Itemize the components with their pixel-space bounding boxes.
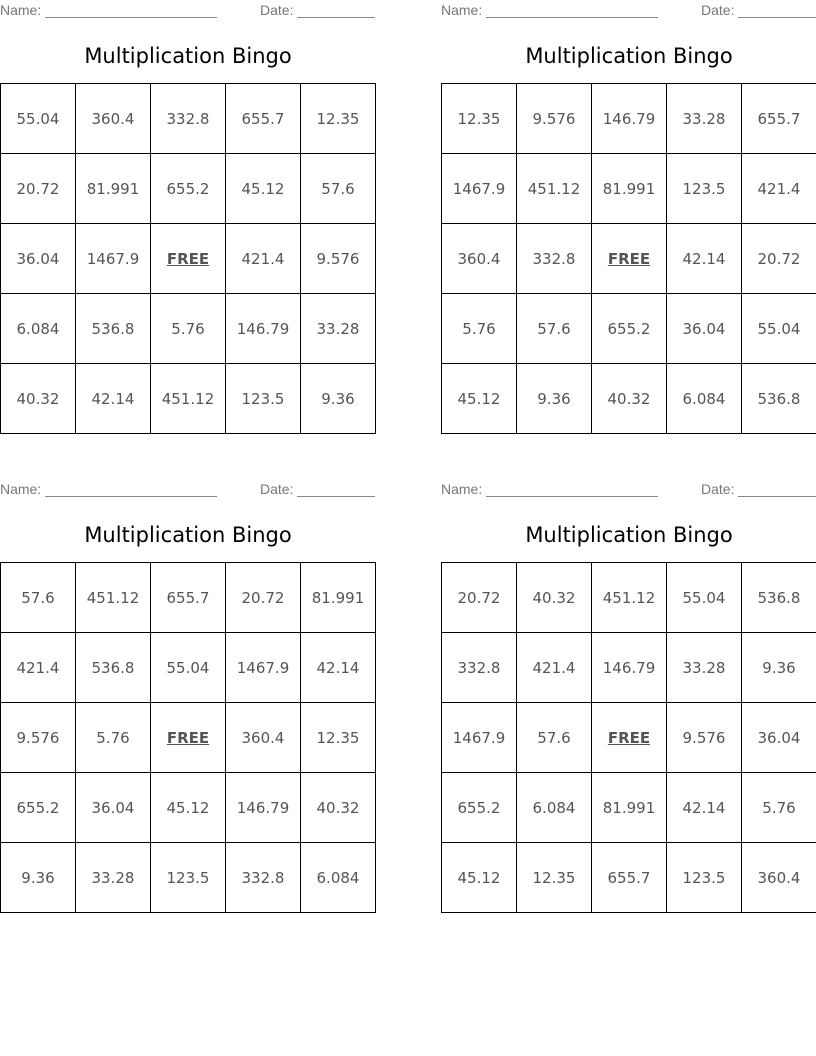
grid-cell: 6.084	[1, 294, 76, 364]
grid-row	[442, 703, 816, 773]
grid-cell: 332.8	[442, 633, 517, 703]
grid-cell: 1467.9	[442, 703, 517, 773]
grid-cell: 40.32	[301, 773, 376, 843]
grid-row	[442, 843, 816, 913]
grid-cell: 45.12	[226, 154, 301, 224]
grid-cell: 360.4	[442, 224, 517, 294]
grid-cell: 655.2	[151, 154, 226, 224]
grid-cell: 332.8	[151, 84, 226, 154]
grid-cell: 12.35	[301, 84, 376, 154]
bingo-grid	[441, 562, 816, 913]
card-title: Multiplication Bingo	[525, 44, 733, 68]
grid-row	[1, 84, 376, 154]
grid-cell: 40.32	[517, 563, 592, 633]
grid-cell: 36.04	[742, 703, 816, 773]
grid-row	[442, 84, 816, 154]
grid-cell: 81.991	[592, 154, 667, 224]
grid-cell: 655.2	[442, 773, 517, 843]
date-label: Date:	[701, 2, 735, 18]
grid-cell: 421.4	[1, 633, 76, 703]
grid-row	[442, 563, 816, 633]
grid-cell: 42.14	[76, 364, 151, 434]
grid-cell: 536.8	[76, 633, 151, 703]
date-blank	[738, 496, 816, 497]
grid-cell: 42.14	[667, 773, 742, 843]
grid-cell: 33.28	[301, 294, 376, 364]
grid-cell: 12.35	[301, 703, 376, 773]
grid-cell: 40.32	[592, 364, 667, 434]
grid-cell: 57.6	[1, 563, 76, 633]
date-label: Date:	[260, 481, 294, 497]
grid-cell: 332.8	[517, 224, 592, 294]
grid-cell: 57.6	[517, 294, 592, 364]
card-title: Multiplication Bingo	[84, 44, 292, 68]
header-line	[441, 2, 816, 20]
free-space: FREE	[592, 703, 667, 773]
grid-cell: 360.4	[76, 84, 151, 154]
grid-cell: 12.35	[442, 84, 517, 154]
grid-cell: 655.7	[592, 843, 667, 913]
grid-cell: 5.76	[151, 294, 226, 364]
grid-row	[442, 294, 816, 364]
grid-cell: 42.14	[667, 224, 742, 294]
grid-cell: 9.36	[742, 633, 816, 703]
name-blank	[45, 17, 217, 18]
grid-cell: 1467.9	[226, 633, 301, 703]
grid-cell: 9.576	[301, 224, 376, 294]
grid-cell: 360.4	[742, 843, 816, 913]
grid-row	[442, 364, 816, 434]
bingo-grid	[441, 83, 816, 434]
grid-cell: 451.12	[592, 563, 667, 633]
grid-cell: 42.14	[301, 633, 376, 703]
grid-cell: 5.76	[442, 294, 517, 364]
grid-cell: 20.72	[1, 154, 76, 224]
grid-cell: 9.36	[301, 364, 376, 434]
grid-cell: 332.8	[226, 843, 301, 913]
grid-cell: 45.12	[442, 364, 517, 434]
grid-row	[442, 224, 816, 294]
bingo-grid	[0, 562, 376, 913]
name-blank	[486, 496, 658, 497]
grid-cell: 451.12	[76, 563, 151, 633]
grid-cell: 45.12	[442, 843, 517, 913]
grid-row	[1, 563, 376, 633]
grid-row	[442, 773, 816, 843]
grid-cell: 146.79	[226, 294, 301, 364]
date-label: Date:	[260, 2, 294, 18]
date-blank	[738, 17, 816, 18]
grid-cell: 421.4	[517, 633, 592, 703]
grid-cell: 9.36	[1, 843, 76, 913]
grid-cell: 81.991	[592, 773, 667, 843]
bingo-grid	[0, 83, 376, 434]
grid-cell: 36.04	[76, 773, 151, 843]
grid-cell: 45.12	[151, 773, 226, 843]
grid-cell: 57.6	[301, 154, 376, 224]
grid-cell: 6.084	[667, 364, 742, 434]
free-space: FREE	[592, 224, 667, 294]
grid-cell: 20.72	[742, 224, 816, 294]
grid-cell: 55.04	[1, 84, 76, 154]
name-blank	[45, 496, 217, 497]
grid-row	[1, 154, 376, 224]
grid-cell: 451.12	[151, 364, 226, 434]
name-blank	[486, 17, 658, 18]
grid-cell: 6.084	[301, 843, 376, 913]
grid-cell: 451.12	[517, 154, 592, 224]
grid-cell: 536.8	[742, 364, 816, 434]
grid-cell: 20.72	[226, 563, 301, 633]
grid-cell: 33.28	[667, 84, 742, 154]
card-title: Multiplication Bingo	[84, 523, 292, 547]
grid-cell: 655.7	[742, 84, 816, 154]
grid-row	[1, 773, 376, 843]
grid-cell: 536.8	[742, 563, 816, 633]
grid-row	[1, 294, 376, 364]
grid-cell: 1467.9	[442, 154, 517, 224]
free-space: FREE	[151, 703, 226, 773]
header-line	[0, 481, 376, 499]
name-label: Name:	[0, 2, 42, 18]
grid-cell: 655.2	[592, 294, 667, 364]
header-line	[0, 2, 376, 20]
grid-cell: 9.576	[667, 703, 742, 773]
grid-cell: 36.04	[667, 294, 742, 364]
grid-cell: 421.4	[226, 224, 301, 294]
grid-cell: 33.28	[667, 633, 742, 703]
grid-cell: 146.79	[226, 773, 301, 843]
grid-cell: 655.2	[1, 773, 76, 843]
grid-cell: 20.72	[442, 563, 517, 633]
grid-cell: 55.04	[667, 563, 742, 633]
grid-cell: 6.084	[517, 773, 592, 843]
name-label: Name:	[0, 481, 42, 497]
grid-row	[1, 364, 376, 434]
grid-row	[442, 633, 816, 703]
grid-cell: 5.76	[76, 703, 151, 773]
grid-cell: 57.6	[517, 703, 592, 773]
grid-cell: 36.04	[1, 224, 76, 294]
grid-row	[1, 633, 376, 703]
grid-cell: 40.32	[1, 364, 76, 434]
grid-cell: 9.576	[1, 703, 76, 773]
free-space: FREE	[151, 224, 226, 294]
grid-cell: 33.28	[76, 843, 151, 913]
grid-cell: 123.5	[151, 843, 226, 913]
grid-cell: 81.991	[301, 563, 376, 633]
grid-cell: 1467.9	[76, 224, 151, 294]
grid-cell: 123.5	[667, 154, 742, 224]
grid-cell: 655.7	[226, 84, 301, 154]
grid-row	[1, 843, 376, 913]
grid-cell: 123.5	[226, 364, 301, 434]
grid-cell: 55.04	[151, 633, 226, 703]
grid-cell: 123.5	[667, 843, 742, 913]
grid-cell: 655.7	[151, 563, 226, 633]
grid-cell: 5.76	[742, 773, 816, 843]
grid-row	[1, 703, 376, 773]
name-label: Name:	[441, 481, 483, 497]
header-line	[441, 481, 816, 499]
date-label: Date:	[701, 481, 735, 497]
grid-row	[442, 154, 816, 224]
date-blank	[297, 496, 375, 497]
card-title: Multiplication Bingo	[525, 523, 733, 547]
date-blank	[297, 17, 375, 18]
grid-cell: 360.4	[226, 703, 301, 773]
grid-cell: 9.36	[517, 364, 592, 434]
grid-cell: 81.991	[76, 154, 151, 224]
grid-cell: 9.576	[517, 84, 592, 154]
name-label: Name:	[441, 2, 483, 18]
grid-cell: 146.79	[592, 84, 667, 154]
grid-cell: 55.04	[742, 294, 816, 364]
grid-cell: 146.79	[592, 633, 667, 703]
grid-row	[1, 224, 376, 294]
grid-cell: 536.8	[76, 294, 151, 364]
grid-cell: 421.4	[742, 154, 816, 224]
grid-cell: 12.35	[517, 843, 592, 913]
